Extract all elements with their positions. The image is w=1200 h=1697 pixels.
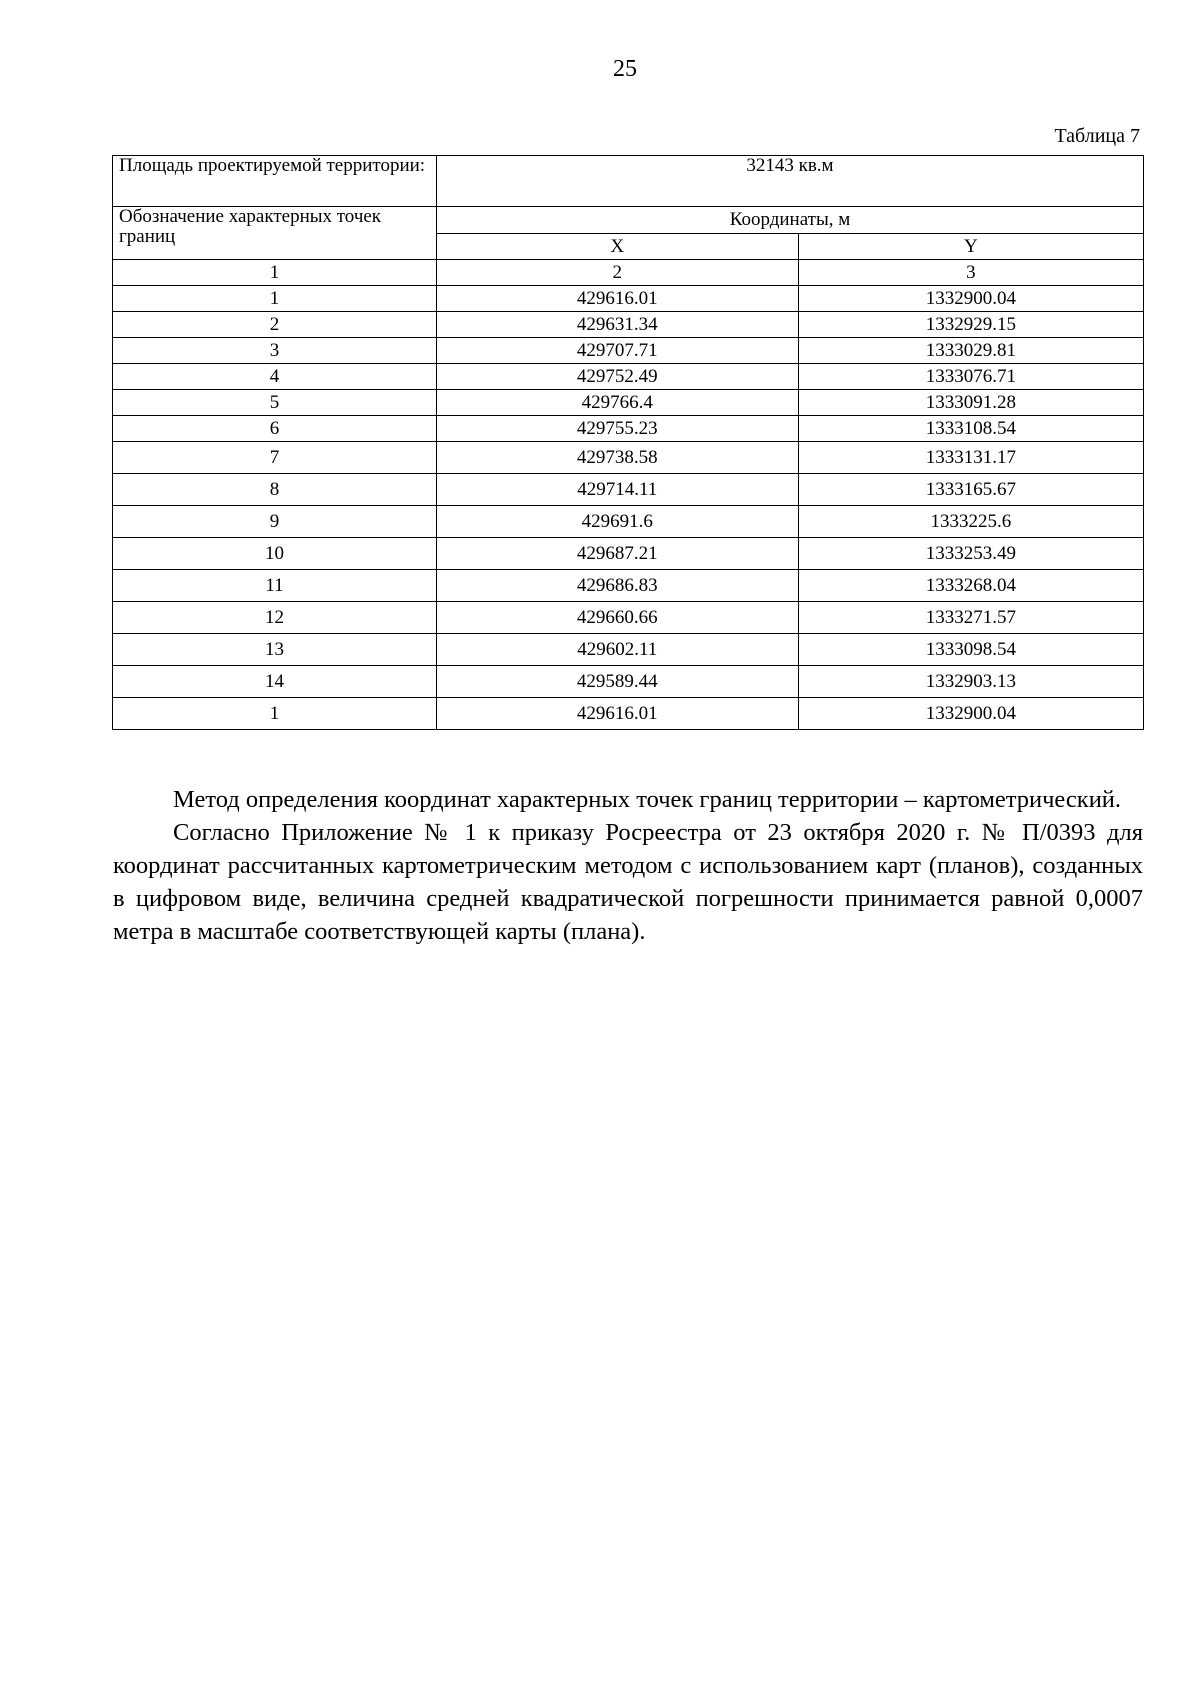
y-coordinate-cell: 1333076.71 [798, 364, 1143, 390]
point-number-cell: 13 [113, 634, 437, 666]
y-coordinate-cell: 1332903.13 [798, 666, 1143, 698]
table-row [113, 698, 1144, 730]
y-coordinate-cell: 1332900.04 [798, 286, 1143, 312]
y-coordinate-cell: 1333253.49 [798, 538, 1143, 570]
area-row [113, 156, 1144, 207]
table-caption: Таблица 7 [1054, 125, 1140, 147]
point-number-cell: 2 [113, 312, 437, 338]
x-coordinate-cell: 429631.34 [436, 312, 798, 338]
area-value: 32143 кв.м [436, 156, 1143, 207]
x-coordinate-cell: 429602.11 [436, 634, 798, 666]
table-row [113, 634, 1144, 666]
x-coordinate-cell: 429755.23 [436, 416, 798, 442]
x-coordinate-cell: 429686.83 [436, 570, 798, 602]
body-text [113, 783, 1143, 948]
points-label: Обозначение характерных точек границ [113, 207, 437, 260]
point-number-cell: 11 [113, 570, 437, 602]
table-row [113, 474, 1144, 506]
y-coordinate-cell: 1333225.6 [798, 506, 1143, 538]
table-row [113, 338, 1144, 364]
point-number-cell: 10 [113, 538, 437, 570]
point-number-cell: 6 [113, 416, 437, 442]
x-coordinate-cell: 429738.58 [436, 442, 798, 474]
table-row [113, 286, 1144, 312]
point-number-cell: 1 [113, 286, 437, 312]
column-number: 3 [798, 260, 1143, 286]
y-coordinate-cell: 1333029.81 [798, 338, 1143, 364]
point-number-cell: 9 [113, 506, 437, 538]
header-row [113, 207, 1144, 234]
y-coordinate-cell: 1333098.54 [798, 634, 1143, 666]
table-row [113, 570, 1144, 602]
coords-label: Координаты, м [436, 207, 1143, 234]
x-label: X [436, 234, 798, 260]
table-row [113, 602, 1144, 634]
point-number-cell: 4 [113, 364, 437, 390]
point-number-cell: 3 [113, 338, 437, 364]
column-number: 1 [113, 260, 437, 286]
point-number-cell: 5 [113, 390, 437, 416]
x-coordinate-cell: 429766.4 [436, 390, 798, 416]
y-coordinate-cell: 1333131.17 [798, 442, 1143, 474]
y-coordinate-cell: 1332929.15 [798, 312, 1143, 338]
paragraph: Метод определения координат характерных точек границ территории – картометрический. [173, 786, 1122, 813]
paragraph: Согласно Приложение № 1 к приказу Росреестра от 23 октября 2020 г. № П/0393 для координат рассчитанных картометрическим методом с использованием карт (планов), созданных в цифровом виде, величина средней квадратической погрешности принимается равной 0,0007 метра в масштабе соответствующей карты (плана). [113, 819, 1143, 945]
point-number-cell: 7 [113, 442, 437, 474]
table-row [113, 312, 1144, 338]
x-coordinate-cell: 429687.21 [436, 538, 798, 570]
page-number: 25 [613, 56, 637, 82]
y-coordinate-cell: 1333165.67 [798, 474, 1143, 506]
column-number: 2 [436, 260, 798, 286]
column-numbers-row [113, 260, 1144, 286]
point-number-cell: 14 [113, 666, 437, 698]
table-row [113, 442, 1144, 474]
point-number-cell: 12 [113, 602, 437, 634]
y-coordinate-cell: 1333108.54 [798, 416, 1143, 442]
y-coordinate-cell: 1332900.04 [798, 698, 1143, 730]
table-row [113, 666, 1144, 698]
area-label: Площадь проектируемой территории: [113, 156, 437, 207]
point-number-cell: 8 [113, 474, 437, 506]
x-coordinate-cell: 429616.01 [436, 698, 798, 730]
table-row [113, 364, 1144, 390]
point-number-cell: 1 [113, 698, 437, 730]
table-row [113, 506, 1144, 538]
x-coordinate-cell: 429752.49 [436, 364, 798, 390]
x-coordinate-cell: 429714.11 [436, 474, 798, 506]
y-coordinate-cell: 1333271.57 [798, 602, 1143, 634]
x-coordinate-cell: 429589.44 [436, 666, 798, 698]
x-coordinate-cell: 429660.66 [436, 602, 798, 634]
x-coordinate-cell: 429707.71 [436, 338, 798, 364]
table-row [113, 538, 1144, 570]
coordinates-table [112, 155, 1144, 730]
x-coordinate-cell: 429616.01 [436, 286, 798, 312]
y-coordinate-cell: 1333091.28 [798, 390, 1143, 416]
y-label: Y [798, 234, 1143, 260]
table-row [113, 416, 1144, 442]
y-coordinate-cell: 1333268.04 [798, 570, 1143, 602]
table-row [113, 390, 1144, 416]
x-coordinate-cell: 429691.6 [436, 506, 798, 538]
